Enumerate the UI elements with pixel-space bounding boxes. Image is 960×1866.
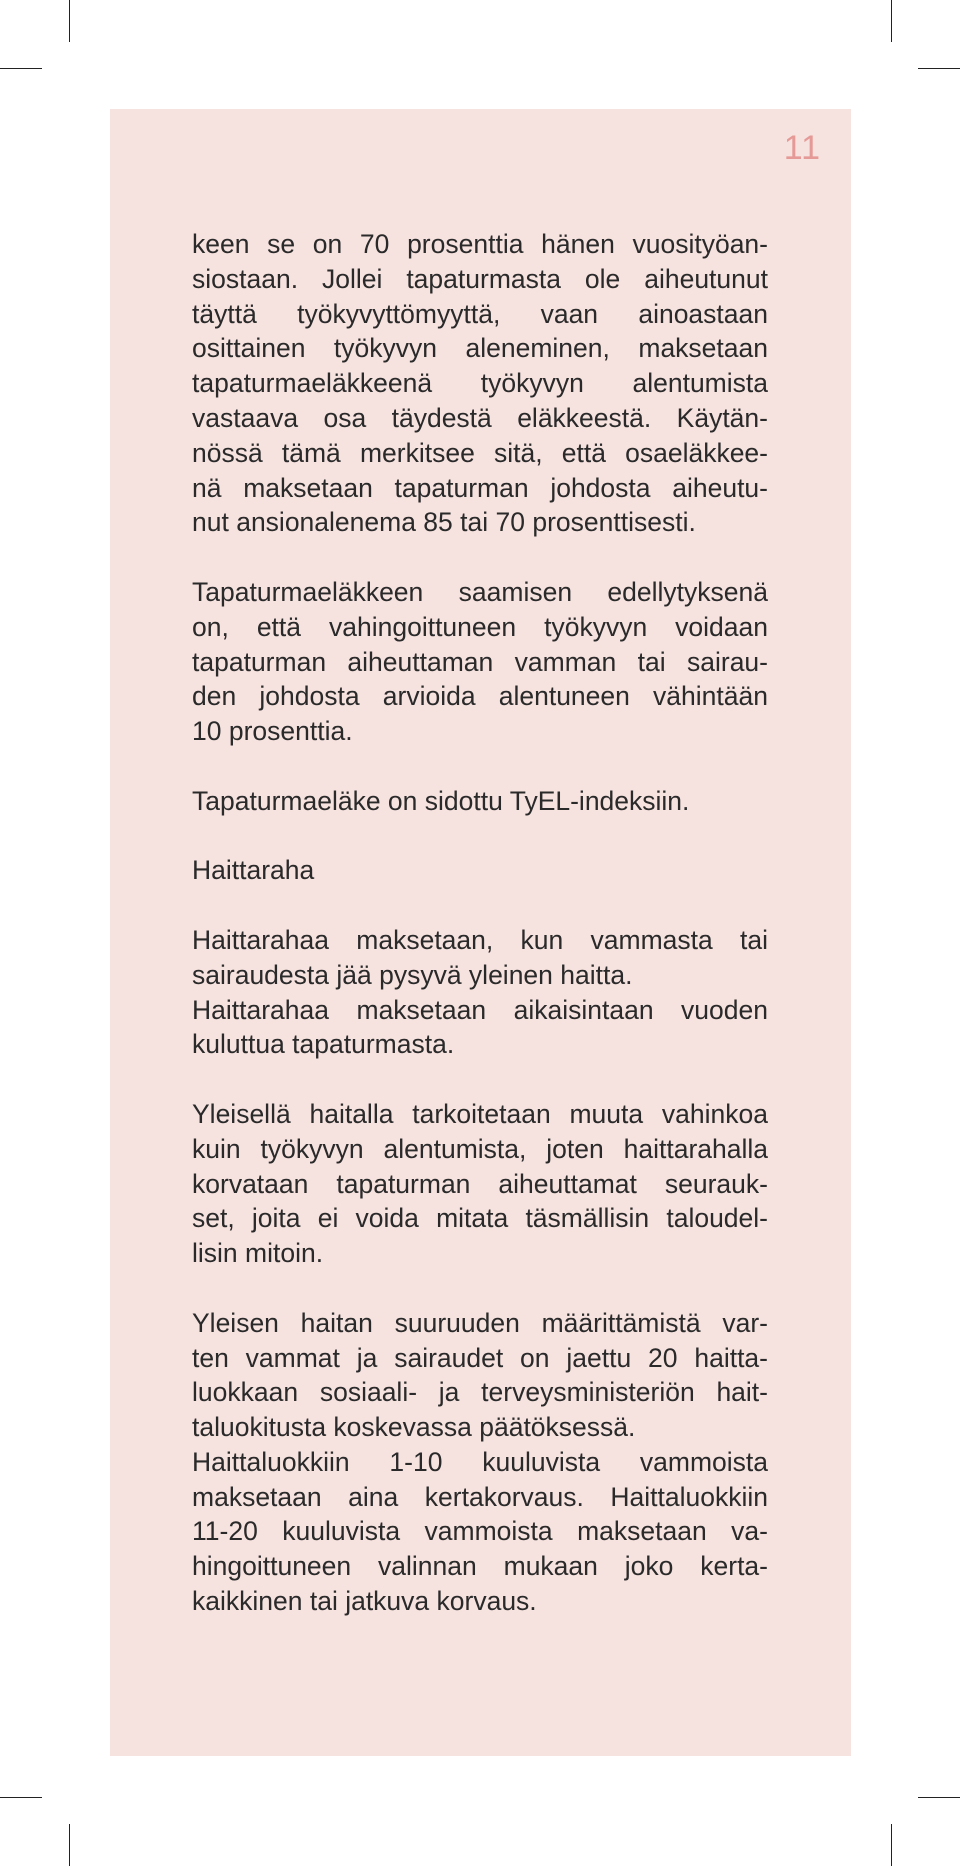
text-line: keen se on 70 prosenttia hänen vuosityöan- <box>192 229 768 259</box>
text-line: on, että vahingoittuneen työkyvyn voidaan <box>192 611 768 642</box>
paragraph <box>192 923 768 1062</box>
intro-paragraphs <box>192 227 768 819</box>
text-line: kaikkinen tai jatkuva korvaus. <box>192 1586 537 1617</box>
text-line: luokkaan sosiaali- ja terveysministeriön hait- <box>192 1377 768 1408</box>
paragraph <box>192 1097 768 1271</box>
paragraph <box>192 575 768 749</box>
page-panel <box>110 109 851 1756</box>
crop-mark-top-left-horizontal <box>0 68 42 69</box>
text-line: nössä tämä merkitsee sitä, että osaeläkkee- <box>192 437 768 468</box>
text-column <box>192 227 768 1654</box>
text-line: 10 prosenttia. <box>192 716 353 747</box>
text-line: taluokitusta koskevassa päätöksessä. <box>192 1412 636 1443</box>
crop-mark-top-right-horizontal <box>918 68 960 69</box>
text-line: Yleisellä haitalla tarkoitetaan muuta vahinkoa <box>192 1098 768 1129</box>
text-line: Yleisen haitan suuruuden määrittämistä var- <box>192 1307 768 1338</box>
text-line: maksetaan aina kertakorvaus. Haittaluokkiin <box>192 1481 768 1512</box>
paragraph <box>192 1306 768 1619</box>
text-line: siostaan. Jollei tapaturmasta ole aiheutunut <box>192 263 768 294</box>
text-line: tapaturman aiheuttaman vamman tai sairau- <box>192 646 768 677</box>
text-line: kuluttua tapaturmasta. <box>192 1029 455 1060</box>
text-line: den johdosta arvioida alentuneen vähintään <box>192 681 768 712</box>
crop-mark-bottom-left-horizontal <box>0 1797 42 1798</box>
text-line: tapaturmaeläkkeenä työkyvyn alentumista <box>192 368 768 399</box>
crop-mark-top-right-vertical <box>891 0 892 42</box>
text-line: lisin mitoin. <box>192 1238 324 1269</box>
text-line: Haittarahaa maksetaan aikaisintaan vuoden <box>192 994 768 1025</box>
text-line: vastaava osa täydestä eläkkeestä. Käytän- <box>192 402 768 433</box>
text-line: osittainen työkyvyn aleneminen, maksetaan <box>192 333 768 364</box>
text-line: hingoittuneen valinnan mukaan joko kerta- <box>192 1551 768 1582</box>
text-line: täyttä työkyvyttömyyttä, vaan ainoastaan <box>192 298 768 329</box>
text-line: Tapaturmaeläke on sidottu TyEL-indeksiin. <box>192 785 690 816</box>
text-line: kuin työkyvyn alentumista, joten haittarahalla <box>192 1133 768 1164</box>
text-line: korvataan tapaturman aiheuttamat seurauk- <box>192 1168 768 1199</box>
text-line: nä maksetaan tapaturman johdosta aiheutu- <box>192 472 768 503</box>
page-number: 11 <box>783 129 821 167</box>
text-line: nut ansionalenema 85 tai 70 prosenttisesti. <box>192 507 696 538</box>
text-line: Haittarahaa maksetaan, kun vammasta tai <box>192 924 768 955</box>
text-line: sairaudesta jää pysyvä yleinen haitta. <box>192 959 633 990</box>
crop-mark-top-left-vertical <box>69 0 70 42</box>
paragraph <box>192 784 768 819</box>
text-line: 11-20 kuuluvista vammoista maksetaan va- <box>192 1516 768 1547</box>
section-paragraphs <box>192 923 768 1619</box>
text-line: set, joita ei voida mitata täsmällisin taloudel- <box>192 1203 768 1234</box>
crop-mark-bottom-right-vertical <box>891 1824 892 1866</box>
crop-mark-bottom-right-horizontal <box>918 1797 960 1798</box>
text-line: ten vammat ja sairaudet on jaettu 20 haitta- <box>192 1342 768 1373</box>
section-heading: Haittaraha <box>192 855 315 886</box>
text-line: Tapaturmaeläkkeen saamisen edellytyksenä <box>192 576 768 607</box>
paragraph <box>192 227 768 540</box>
crop-mark-bottom-left-vertical <box>69 1824 70 1866</box>
text-line: Haittaluokkiin 1-10 kuuluvista vammoista <box>192 1446 768 1477</box>
